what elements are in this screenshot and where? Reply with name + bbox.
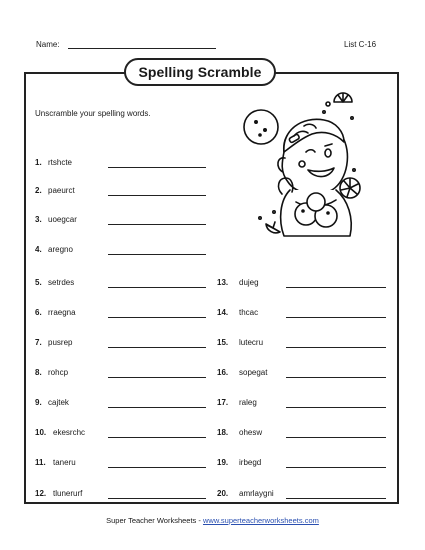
word-item <box>217 398 257 407</box>
answer-line[interactable] <box>108 254 206 255</box>
word-item <box>217 308 259 317</box>
answer-line[interactable] <box>286 317 386 318</box>
word-number: 16. <box>217 368 229 377</box>
scrambled-word: raleg <box>239 398 257 407</box>
name-label: Name: <box>36 40 60 49</box>
scrambled-word: taneru <box>53 458 76 467</box>
instructions: Unscramble your spelling words. <box>35 109 151 118</box>
name-input-line[interactable] <box>68 48 216 49</box>
scrambled-word: uoegcar <box>48 215 77 224</box>
answer-line[interactable] <box>286 407 386 408</box>
scrambled-word: aregno <box>48 245 73 254</box>
word-number: 13. <box>217 278 229 287</box>
answer-line[interactable] <box>108 498 206 499</box>
answer-line[interactable] <box>286 287 386 288</box>
word-item <box>217 489 274 498</box>
word-number: 15. <box>217 338 229 347</box>
scrambled-word: irbegd <box>239 458 262 467</box>
answer-line[interactable] <box>108 347 206 348</box>
scrambled-word: dujeg <box>239 278 259 287</box>
scrambled-word: ekesrchc <box>53 428 86 437</box>
answer-line[interactable] <box>108 377 206 378</box>
word-item <box>35 158 73 167</box>
word-item <box>35 458 76 467</box>
scrambled-word: amrlaygni <box>239 489 274 498</box>
page-title-text: Spelling Scramble <box>138 64 262 80</box>
answer-line[interactable] <box>286 347 386 348</box>
word-number: 3. <box>35 215 42 224</box>
word-number: 8. <box>35 368 42 377</box>
answer-line[interactable] <box>286 377 386 378</box>
word-item <box>35 338 73 347</box>
word-item <box>35 428 86 437</box>
scrambled-word: rtshcte <box>48 158 73 167</box>
scrambled-word: cajtek <box>48 398 69 407</box>
scrambled-word: rraegna <box>48 308 76 317</box>
word-item <box>35 186 75 195</box>
scrambled-word: paeurct <box>48 186 75 195</box>
word-item <box>217 278 259 287</box>
word-item <box>35 398 69 407</box>
word-item <box>35 308 76 317</box>
word-number: 10. <box>35 428 47 437</box>
word-item <box>35 278 75 287</box>
word-number: 7. <box>35 338 42 347</box>
word-number: 9. <box>35 398 42 407</box>
footer-text: Super Teacher Worksheets - <box>106 516 203 525</box>
list-id: List C-16 <box>344 40 377 49</box>
footer-link[interactable]: www.superteacherworksheets.com <box>202 516 319 525</box>
word-item <box>35 489 83 498</box>
answer-line[interactable] <box>108 437 206 438</box>
word-number: 18. <box>217 428 229 437</box>
scrambled-word: rohcp <box>48 368 69 377</box>
word-item <box>35 245 73 254</box>
word-number: 6. <box>35 308 42 317</box>
word-number: 1. <box>35 158 42 167</box>
scrambled-word: pusrep <box>48 338 73 347</box>
answer-line[interactable] <box>108 287 206 288</box>
footer <box>0 516 425 525</box>
scrambled-word: sopegat <box>239 368 268 377</box>
word-number: 2. <box>35 186 42 195</box>
answer-line[interactable] <box>286 498 386 499</box>
answer-line[interactable] <box>286 467 386 468</box>
answer-line[interactable] <box>108 167 206 168</box>
word-item <box>217 368 268 377</box>
word-number: 5. <box>35 278 42 287</box>
word-item <box>217 428 263 437</box>
word-number: 12. <box>35 489 47 498</box>
scrambled-word: thcac <box>239 308 259 317</box>
scrambled-word: setrdes <box>48 278 75 287</box>
word-number: 17. <box>217 398 229 407</box>
word-number: 4. <box>35 245 42 254</box>
word-number: 19. <box>217 458 229 467</box>
word-number: 20. <box>217 489 229 498</box>
answer-line[interactable] <box>108 467 206 468</box>
answer-line[interactable] <box>108 407 206 408</box>
scrambled-word: ohesw <box>239 428 263 437</box>
answer-line[interactable] <box>108 195 206 196</box>
word-item <box>35 368 69 377</box>
scrambled-word: tlunerurf <box>53 489 83 498</box>
answer-line[interactable] <box>108 317 206 318</box>
word-item <box>217 458 262 467</box>
word-number: 14. <box>217 308 229 317</box>
girl-with-oranges-illustration <box>232 90 362 240</box>
answer-line[interactable] <box>108 224 206 225</box>
scrambled-word: lutecru <box>239 338 264 347</box>
word-item <box>35 215 77 224</box>
word-item <box>217 338 264 347</box>
word-number: 11. <box>35 458 46 467</box>
answer-line[interactable] <box>286 437 386 438</box>
page-title <box>124 58 276 86</box>
